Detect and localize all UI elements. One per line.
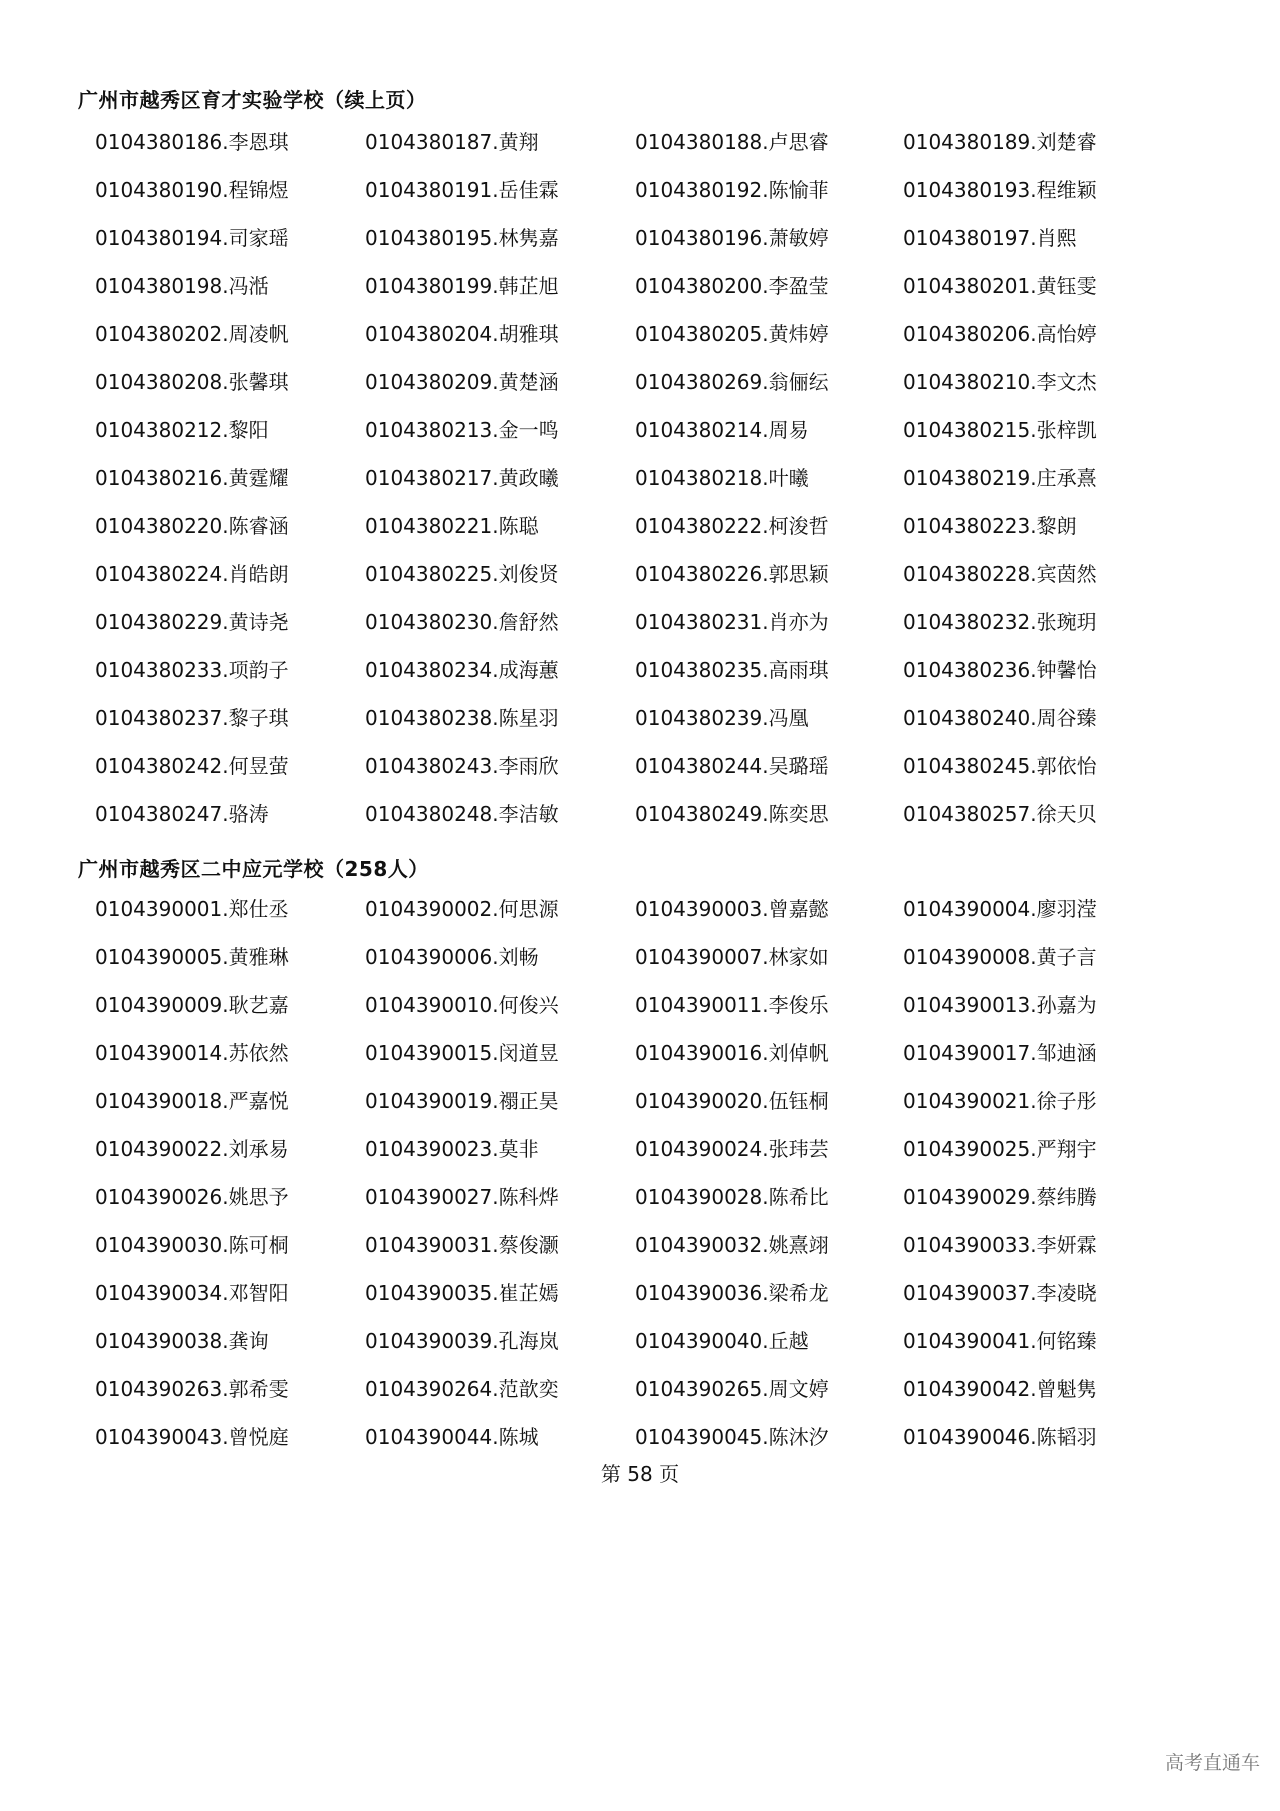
student-entry: 0104390037.李凌晓 xyxy=(903,1281,1097,1305)
student-entry: 0104380193.程维颖 xyxy=(903,178,1097,202)
student-entry: 0104380205.黄炜婷 xyxy=(635,322,829,346)
student-entry: 0104390005.黄雅琳 xyxy=(95,945,289,969)
student-entry: 0104380229.黄诗尧 xyxy=(95,610,289,634)
student-entry: 0104390263.郭希雯 xyxy=(95,1377,289,1401)
student-entry: 0104390028.陈希比 xyxy=(635,1185,829,1209)
student-entry: 0104390006.刘畅 xyxy=(365,945,539,969)
student-entry: 0104380240.周谷臻 xyxy=(903,706,1097,730)
student-entry: 0104380188.卢思睿 xyxy=(635,130,829,154)
student-entry: 0104390003.曾嘉懿 xyxy=(635,897,829,921)
student-entry: 0104390010.何俊兴 xyxy=(365,993,559,1017)
table-row xyxy=(95,176,1245,224)
student-entry: 0104390030.陈可桐 xyxy=(95,1233,289,1257)
student-entry: 0104380197.肖熙 xyxy=(903,226,1077,250)
student-entry: 0104380209.黄楚涵 xyxy=(365,370,559,394)
student-entry: 0104380204.胡雅琪 xyxy=(365,322,559,346)
student-entry: 0104380214.周易 xyxy=(635,418,809,442)
student-entry: 0104380190.程锦煜 xyxy=(95,178,289,202)
student-entry: 0104380189.刘楚睿 xyxy=(903,130,1097,154)
student-entry: 0104380210.李文杰 xyxy=(903,370,1097,394)
student-entry: 0104380187.黄翔 xyxy=(365,130,539,154)
student-entry: 0104380220.陈睿涵 xyxy=(95,514,289,538)
student-entry: 0104380233.项韵子 xyxy=(95,658,289,682)
student-entry: 0104390029.蔡纬腾 xyxy=(903,1185,1097,1209)
student-entry: 0104380199.韩芷旭 xyxy=(365,274,559,298)
student-entry: 0104380216.黄霆耀 xyxy=(95,466,289,490)
table-row xyxy=(95,368,1245,416)
student-entry: 0104390027.陈科烨 xyxy=(365,1185,559,1209)
watermark: 高考直通车 xyxy=(1164,1752,1260,1774)
table-row xyxy=(95,224,1245,272)
student-entry: 0104380213.金一鸣 xyxy=(365,418,559,442)
student-entry: 0104380269.翁俪纭 xyxy=(635,370,829,394)
student-entry: 0104390044.陈城 xyxy=(365,1425,539,1449)
student-entry: 0104380231.肖亦为 xyxy=(635,610,829,634)
student-entry: 0104390032.姚熹翊 xyxy=(635,1233,829,1257)
student-entry: 0104390013.孙嘉为 xyxy=(903,993,1097,1017)
student-entry: 0104380198.冯湉 xyxy=(95,274,269,298)
section-heading: 广州市越秀区二中应元学校（258人） xyxy=(78,857,429,881)
table-row xyxy=(95,128,1245,176)
student-entry: 0104380232.张琬玥 xyxy=(903,610,1097,634)
student-entry: 0104390021.徐子彤 xyxy=(903,1089,1097,1113)
student-entry: 0104380257.徐天贝 xyxy=(903,802,1097,826)
student-entry: 0104390038.龚询 xyxy=(95,1329,269,1353)
student-entry: 0104390009.耿艺嘉 xyxy=(95,993,289,1017)
student-entry: 0104390019.禤正昊 xyxy=(365,1089,559,1113)
student-entry: 0104390024.张玮芸 xyxy=(635,1137,829,1161)
table-row xyxy=(95,943,1245,991)
student-entry: 0104380242.何昱萤 xyxy=(95,754,289,778)
student-entry: 0104390041.何铭臻 xyxy=(903,1329,1097,1353)
table-row xyxy=(95,1279,1245,1327)
table-row xyxy=(95,1039,1245,1087)
table-row xyxy=(95,991,1245,1039)
student-entry: 0104390011.李俊乐 xyxy=(635,993,829,1017)
student-entry: 0104380223.黎朗 xyxy=(903,514,1077,538)
student-entry: 0104380192.陈愉菲 xyxy=(635,178,829,202)
student-entry: 0104390014.苏依然 xyxy=(95,1041,289,1065)
student-entry: 0104390026.姚思予 xyxy=(95,1185,289,1209)
student-entry: 0104390015.闵道昱 xyxy=(365,1041,559,1065)
student-entry: 0104380215.张梓凯 xyxy=(903,418,1097,442)
table-row xyxy=(95,752,1245,800)
student-entry: 0104390040.丘越 xyxy=(635,1329,809,1353)
student-entry: 0104380226.郭思颖 xyxy=(635,562,829,586)
table-row xyxy=(95,416,1245,464)
student-entry: 0104380224.肖皓朗 xyxy=(95,562,289,586)
student-entry: 0104380194.司家瑶 xyxy=(95,226,289,250)
student-entry: 0104390045.陈沐汐 xyxy=(635,1425,829,1449)
student-entry: 0104380200.李盈莹 xyxy=(635,274,829,298)
student-entry: 0104380191.岳佳霖 xyxy=(365,178,559,202)
student-entry: 0104380235.高雨琪 xyxy=(635,658,829,682)
page-number: 第 58 页 xyxy=(600,1462,680,1486)
table-row xyxy=(95,1327,1245,1375)
student-entry: 0104380237.黎子琪 xyxy=(95,706,289,730)
student-entry: 0104380208.张馨琪 xyxy=(95,370,289,394)
student-entry: 0104390022.刘承易 xyxy=(95,1137,289,1161)
student-entry: 0104390020.伍钰桐 xyxy=(635,1089,829,1113)
student-entry: 0104380230.詹舒然 xyxy=(365,610,559,634)
student-entry: 0104390265.周文婷 xyxy=(635,1377,829,1401)
table-row xyxy=(95,1135,1245,1183)
student-entry: 0104380225.刘俊贤 xyxy=(365,562,559,586)
student-entry: 0104390039.孔海岚 xyxy=(365,1329,559,1353)
student-entry: 0104380245.郭依怡 xyxy=(903,754,1097,778)
student-entry: 0104390264.范歆奕 xyxy=(365,1377,559,1401)
student-entry: 0104390018.严嘉悦 xyxy=(95,1089,289,1113)
student-entry: 0104380186.李恩琪 xyxy=(95,130,289,154)
section-heading: 广州市越秀区育才实验学校（续上页） xyxy=(78,88,427,112)
table-row xyxy=(95,800,1245,848)
student-entry: 0104380234.成海蕙 xyxy=(365,658,559,682)
table-row xyxy=(95,895,1245,943)
student-entry: 0104390035.崔芷嫣 xyxy=(365,1281,559,1305)
student-entry: 0104380212.黎阳 xyxy=(95,418,269,442)
student-entry: 0104390008.黄子言 xyxy=(903,945,1097,969)
student-entry: 0104380218.叶曦 xyxy=(635,466,809,490)
table-row xyxy=(95,1087,1245,1135)
student-entry: 0104390034.邓智阳 xyxy=(95,1281,289,1305)
student-entry: 0104380195.林隽嘉 xyxy=(365,226,559,250)
table-row xyxy=(95,320,1245,368)
student-entry: 0104390001.郑仕丞 xyxy=(95,897,289,921)
student-entry: 0104380238.陈星羽 xyxy=(365,706,559,730)
student-entry: 0104380196.萧敏婷 xyxy=(635,226,829,250)
student-entry: 0104390002.何思源 xyxy=(365,897,559,921)
student-entry: 0104380249.陈奕思 xyxy=(635,802,829,826)
table-row xyxy=(95,1375,1245,1423)
student-entry: 0104380239.冯凰 xyxy=(635,706,809,730)
table-row xyxy=(95,608,1245,656)
student-entry: 0104390023.莫非 xyxy=(365,1137,539,1161)
student-entry: 0104380201.黄钰雯 xyxy=(903,274,1097,298)
student-entry: 0104390004.廖羽滢 xyxy=(903,897,1097,921)
student-entry: 0104390036.梁希龙 xyxy=(635,1281,829,1305)
student-entry: 0104380247.骆涛 xyxy=(95,802,269,826)
student-entry: 0104380221.陈聪 xyxy=(365,514,539,538)
table-row xyxy=(95,272,1245,320)
table-row xyxy=(95,512,1245,560)
student-entry: 0104390042.曾魁隽 xyxy=(903,1377,1097,1401)
student-entry: 0104380236.钟馨怡 xyxy=(903,658,1097,682)
table-row xyxy=(95,1231,1245,1279)
student-entry: 0104380217.黄政曦 xyxy=(365,466,559,490)
student-entry: 0104380244.吴璐瑶 xyxy=(635,754,829,778)
table-row xyxy=(95,704,1245,752)
student-entry: 0104390007.林家如 xyxy=(635,945,829,969)
student-entry: 0104380219.庄承熹 xyxy=(903,466,1097,490)
student-entry: 0104390031.蔡俊灏 xyxy=(365,1233,559,1257)
student-entry: 0104380228.宾茵然 xyxy=(903,562,1097,586)
student-entry: 0104380248.李洁敏 xyxy=(365,802,559,826)
student-entry: 0104380206.高怡婷 xyxy=(903,322,1097,346)
student-entry: 0104390017.邹迪涵 xyxy=(903,1041,1097,1065)
student-entry: 0104390043.曾悦庭 xyxy=(95,1425,289,1449)
table-row xyxy=(95,560,1245,608)
student-entry: 0104390016.刘倬帆 xyxy=(635,1041,829,1065)
student-entry: 0104380243.李雨欣 xyxy=(365,754,559,778)
table-row xyxy=(95,656,1245,704)
student-entry: 0104380202.周凌帆 xyxy=(95,322,289,346)
table-row xyxy=(95,1183,1245,1231)
student-entry: 0104390033.李妍霖 xyxy=(903,1233,1097,1257)
student-entry: 0104390046.陈韬羽 xyxy=(903,1425,1097,1449)
student-entry: 0104380222.柯浚哲 xyxy=(635,514,829,538)
table-row xyxy=(95,464,1245,512)
student-entry: 0104390025.严翔宇 xyxy=(903,1137,1097,1161)
